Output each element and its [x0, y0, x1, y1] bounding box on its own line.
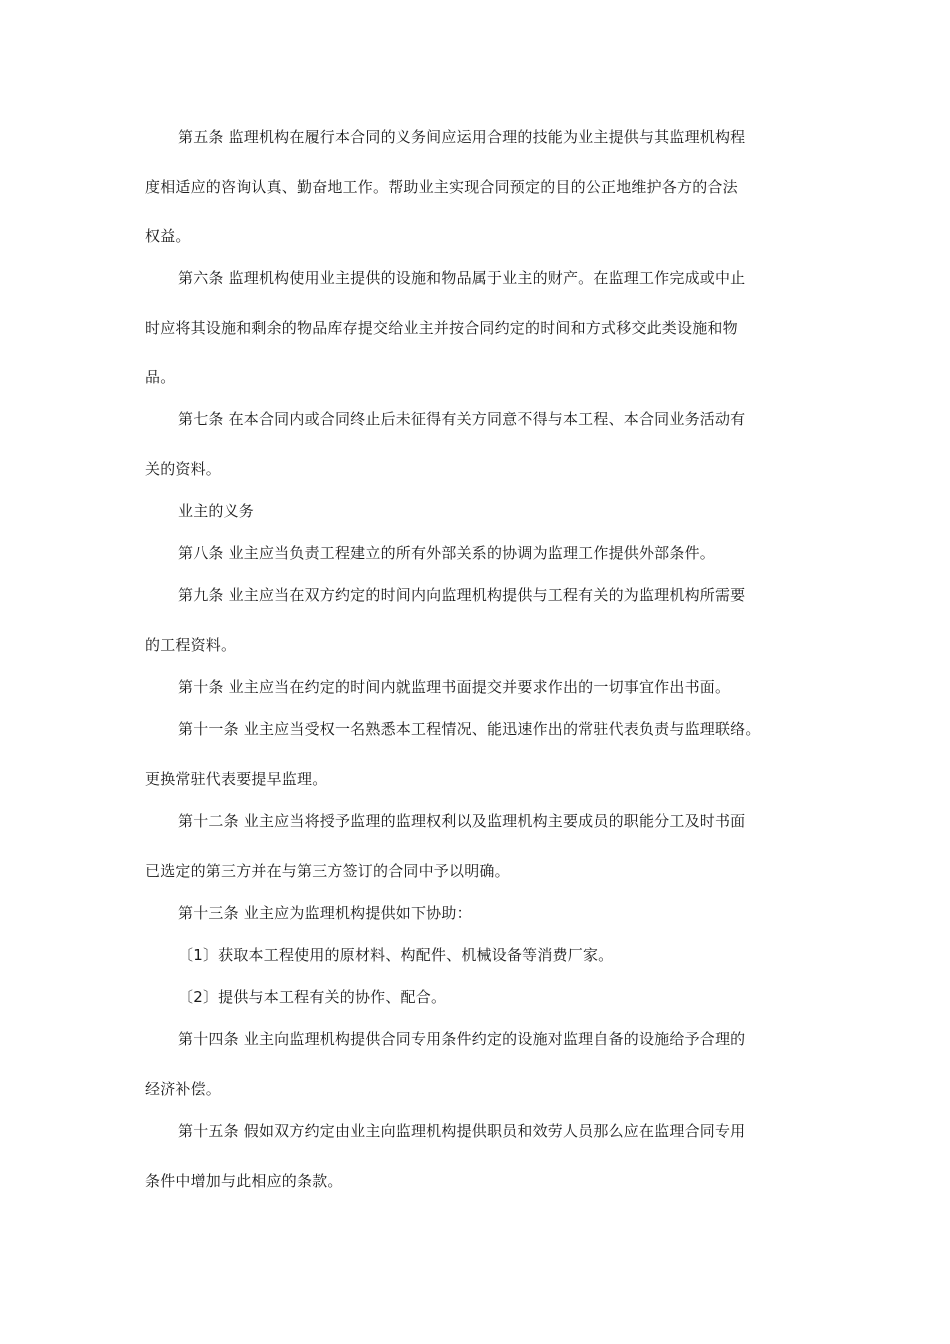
paragraph-article-5-line-3: 权益。 — [145, 227, 191, 245]
paragraph-article-6-line-2: 时应将其设施和剩余的物品库存提交给业主并按合同约定的时间和方式移交此类设施和物 — [145, 319, 738, 337]
paragraph-article-12-line-2: 已选定的第三方并在与第三方签订的合同中予以明确。 — [145, 862, 510, 880]
paragraph-article-11-line-1: 第十一条 业主应当受权一名熟悉本工程情况、能迅速作出的常驻代表负责与监理联络。 — [178, 720, 761, 738]
paragraph-article-11-line-2: 更换常驻代表要提早监理。 — [145, 770, 328, 788]
paragraph-article-8: 第八条 业主应当负责工程建立的所有外部关系的协调为监理工作提供外部条件。 — [178, 544, 715, 562]
paragraph-article-9-line-2: 的工程资料。 — [145, 636, 237, 654]
paragraph-article-10: 第十条 业主应当在约定的时间内就监理书面提交并要求作出的一切事宜作出书面。 — [178, 678, 731, 696]
paragraph-article-6-line-3: 品。 — [145, 368, 176, 386]
section-heading-owner-obligations: 业主的义务 — [178, 502, 255, 520]
paragraph-article-5-line-2: 度相适应的咨询认真、勤奋地工作。帮助业主实现合同预定的目的公正地维护各方的合法 — [145, 178, 738, 196]
paragraph-article-12-line-1: 第十二条 业主应当将授予监理的监理权利以及监理机构主要成员的职能分工及时书面 — [178, 812, 746, 830]
list-item-1: 〔1〕获取本工程使用的原材料、构配件、机械设备等消费厂家。 — [178, 946, 614, 964]
paragraph-article-15-line-2: 条件中增加与此相应的条款。 — [145, 1172, 343, 1190]
paragraph-article-9-line-1: 第九条 业主应当在双方约定的时间内向监理机构提供与工程有关的为监理机构所需要 — [178, 586, 746, 604]
paragraph-article-13: 第十三条 业主应为监理机构提供如下协助： — [178, 904, 472, 922]
paragraph-article-5-line-1: 第五条 监理机构在履行本合同的义务间应运用合理的技能为业主提供与其监理机构程 — [178, 128, 746, 146]
paragraph-article-6-line-1: 第六条 监理机构使用业主提供的设施和物品属于业主的财产。在监理工作完成或中止 — [178, 269, 746, 287]
paragraph-article-7-line-2: 关的资料。 — [145, 460, 222, 478]
paragraph-article-7-line-1: 第七条 在本合同内或合同终止后未征得有关方同意不得与本工程、本合同业务活动有 — [178, 410, 746, 428]
paragraph-article-14-line-1: 第十四条 业主向监理机构提供合同专用条件约定的设施对监理自备的设施给予合理的 — [178, 1030, 746, 1048]
paragraph-article-14-line-2: 经济补偿。 — [145, 1080, 222, 1098]
list-item-2: 〔2〕提供与本工程有关的协作、配合。 — [178, 988, 447, 1006]
paragraph-article-15-line-1: 第十五条 假如双方约定由业主向监理机构提供职员和效劳人员那么应在监理合同专用 — [178, 1122, 746, 1140]
